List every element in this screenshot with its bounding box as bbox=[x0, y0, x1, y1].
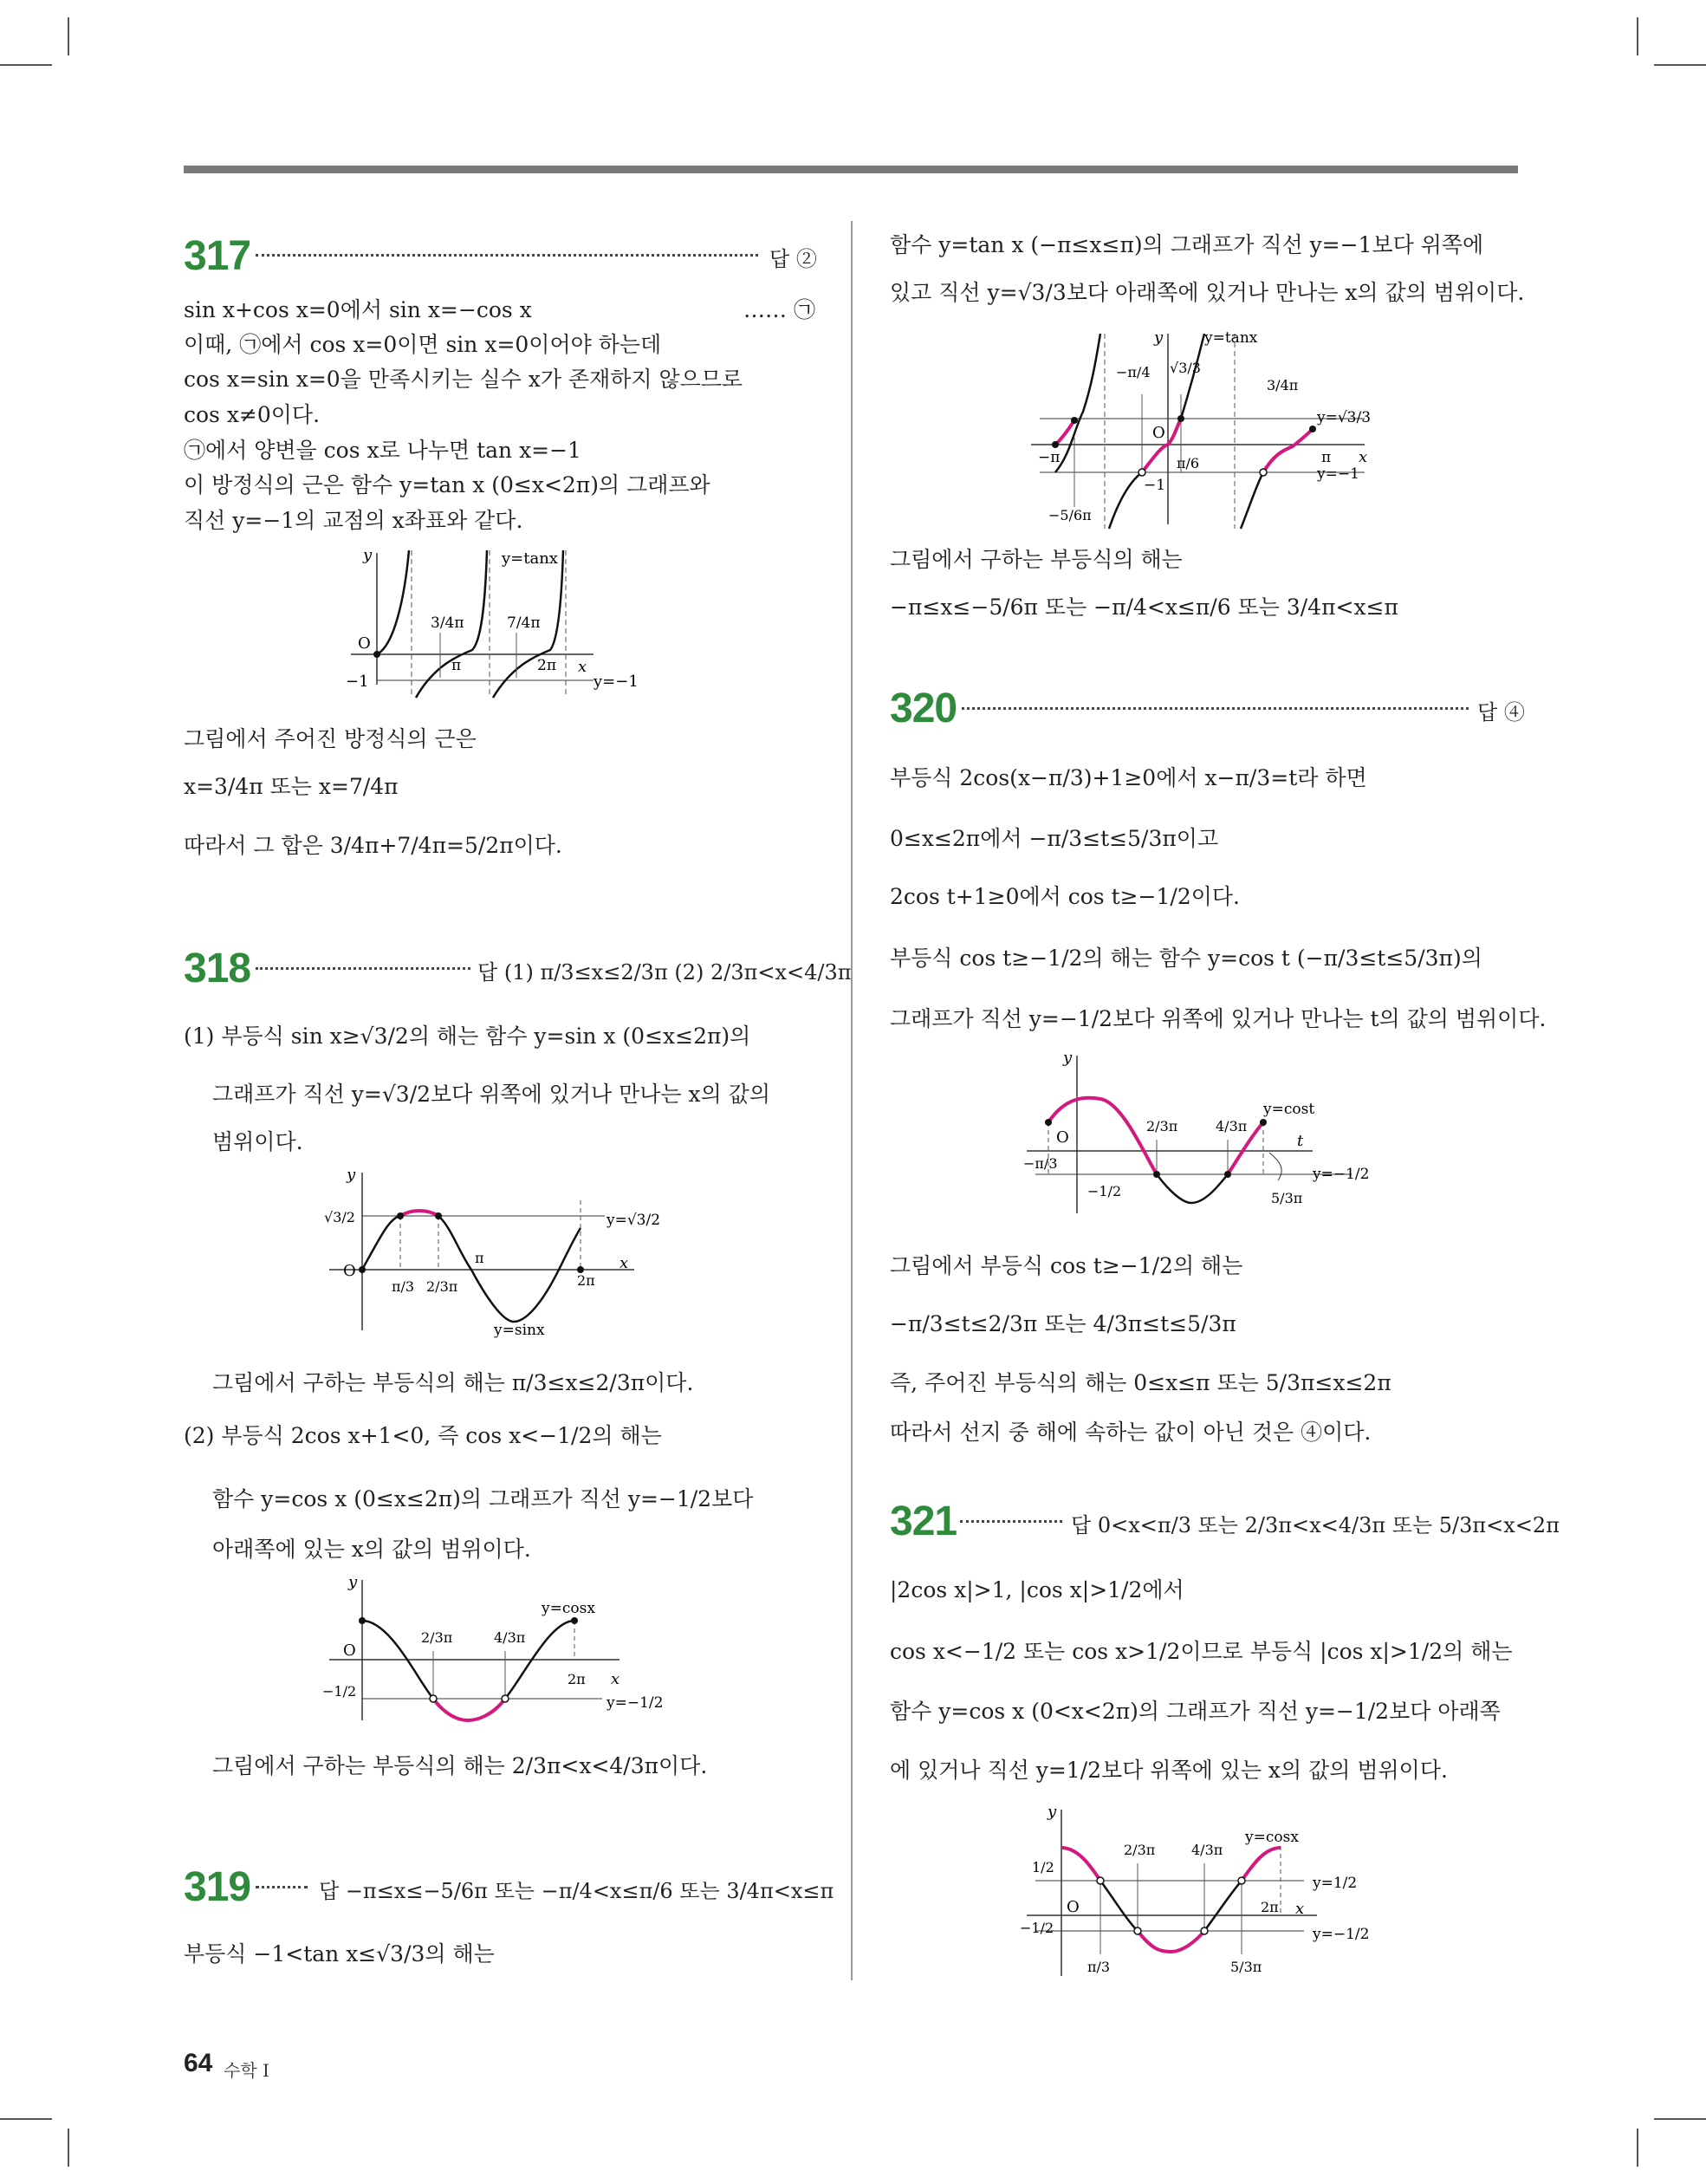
graph-321 bbox=[1018, 1803, 1391, 1985]
graph-318a-text: O bbox=[343, 1262, 356, 1280]
answer-317: 답 ② bbox=[769, 247, 817, 271]
text-line: sin x+cos x=0에서 sin x=−cos x bbox=[184, 297, 532, 322]
text-line: 함수 y=cos x (0<x<2π)의 그래프가 직선 y=−1/2보다 아래쪽 bbox=[890, 1699, 1501, 1724]
graph-318b-text: 4/3π bbox=[494, 1629, 526, 1646]
graph-319-text: y=tanx bbox=[1204, 329, 1258, 347]
answer-319: 답 −π≤x≤−5/6π 또는 −π/4<x≤π/6 또는 3/4π<x≤π bbox=[319, 1879, 834, 1903]
graph-318b-text: x bbox=[611, 1670, 620, 1688]
graph-317-text: y=−1 bbox=[594, 673, 639, 691]
text-line: 함수 y=cos x (0≤x≤2π)의 그래프가 직선 y=−1/2보다 bbox=[212, 1486, 754, 1511]
crop-mark bbox=[68, 2129, 69, 2167]
graph-321-text: π/3 bbox=[1087, 1959, 1111, 1975]
graph-320-text: y=cost bbox=[1263, 1101, 1315, 1118]
graph-321-text: 4/3π bbox=[1191, 1842, 1223, 1858]
graph-319-text: −π bbox=[1038, 449, 1061, 466]
text-line: 0≤x≤2π에서 −π/3≤t≤5/3π이고 bbox=[890, 826, 1219, 851]
graph-317-text: y=tanx bbox=[502, 549, 558, 568]
graph-321-text: 1/2 bbox=[1032, 1859, 1054, 1875]
graph-318b-text: y=cosx bbox=[542, 1600, 595, 1617]
text-line: −π≤x≤−5/6π 또는 −π/4<x≤π/6 또는 3/4π<x≤π bbox=[890, 595, 1398, 620]
graph-319-text: −1 bbox=[1144, 477, 1166, 494]
text-line: cos x<−1/2 또는 cos x>1/2이므로 부등식 |cos x|>1/2의 해는 bbox=[890, 1639, 1513, 1664]
text-line: 아래쪽에 있는 x의 값의 범위이다. bbox=[212, 1537, 531, 1562]
graph-317 bbox=[342, 546, 671, 702]
text-line: 그림에서 구하는 부등식의 해는 bbox=[890, 547, 1183, 572]
graph-320 bbox=[1018, 1049, 1391, 1226]
graph-318a-text: π/3 bbox=[392, 1278, 415, 1295]
graph-321-text: y=1/2 bbox=[1313, 1875, 1358, 1892]
graph-320-text: O bbox=[1056, 1128, 1069, 1147]
crop-mark bbox=[68, 17, 69, 55]
graph-317-text: y bbox=[363, 546, 373, 564]
text-line: cos x=sin x=0을 만족시키는 실수 x가 존재하지 않으므로 bbox=[184, 367, 743, 392]
graph-320-text: −1/2 bbox=[1087, 1183, 1122, 1199]
text-line: 함수 y=tan x (−π≤x≤π)의 그래프가 직선 y=−1보다 위쪽에 bbox=[890, 232, 1484, 257]
page-number: 64 bbox=[184, 2049, 213, 2077]
graph-319-text: y bbox=[1154, 328, 1164, 347]
text-line: 부등식 −1<tan x≤√3/3의 해는 bbox=[184, 1941, 495, 1966]
graph-317-text: 3/4π bbox=[431, 614, 464, 632]
graph-321-text: −1/2 bbox=[1020, 1920, 1054, 1936]
text-line: 부등식 cos t≥−1/2의 해는 함수 y=cos t (−π/3≤t≤5/3π)의 bbox=[890, 946, 1482, 971]
graph-319-text: π bbox=[1321, 449, 1332, 466]
graph-319-text: −π/4 bbox=[1116, 364, 1151, 380]
problem-number-320: 320 bbox=[890, 686, 957, 731]
graph-318a-text: 2/3π bbox=[426, 1278, 458, 1295]
problem-number-318: 318 bbox=[184, 946, 251, 991]
header-bar bbox=[184, 166, 1518, 173]
graph-318a-text: y=√3/2 bbox=[607, 1212, 661, 1229]
leader-dots bbox=[256, 967, 470, 970]
text-line: 부등식 2cos(x−π/3)+1≥0에서 x−π/3=t라 하면 bbox=[890, 765, 1367, 790]
graph-321-text: O bbox=[1067, 1898, 1080, 1916]
graph-319-text: −5/6π bbox=[1048, 507, 1092, 523]
leader-dots bbox=[256, 254, 758, 257]
graph-321-text: y=−1/2 bbox=[1313, 1926, 1370, 1943]
text-line: cos x≠0이다. bbox=[184, 402, 321, 427]
text-line: 즉, 주어진 부등식의 해는 0≤x≤π 또는 5/3π≤x≤2π bbox=[890, 1370, 1391, 1395]
ref-mark: …… ㉠ bbox=[743, 297, 815, 322]
text-line: 그림에서 부등식 cos t≥−1/2의 해는 bbox=[890, 1253, 1243, 1278]
graph-318a-text: √3/2 bbox=[324, 1209, 355, 1225]
graph-320-text: 2/3π bbox=[1146, 1118, 1178, 1134]
graph-318a bbox=[321, 1166, 684, 1339]
leader-dots bbox=[960, 1520, 1062, 1523]
graph-318b-text: y bbox=[348, 1573, 358, 1591]
graph-321-text: 2π bbox=[1261, 1899, 1279, 1915]
text-line: 2cos t+1≥0에서 cos t≥−1/2이다. bbox=[890, 884, 1240, 909]
graph-320-text: 4/3π bbox=[1216, 1118, 1248, 1134]
graph-318a-text: y bbox=[347, 1166, 356, 1184]
problem-number-319: 319 bbox=[184, 1864, 251, 1910]
graph-320-text: y bbox=[1063, 1049, 1073, 1067]
graph-317-text: x bbox=[578, 658, 587, 676]
graph-320-text: t bbox=[1297, 1132, 1304, 1150]
graph-319-text: √3/3 bbox=[1170, 360, 1201, 376]
graph-318b-text: 2π bbox=[568, 1671, 586, 1687]
text-line: |2cos x|>1, |cos x|>1/2에서 bbox=[890, 1577, 1184, 1602]
text-line: 이때, ㉠에서 cos x=0이면 sin x=0이어야 하는데 bbox=[184, 332, 662, 357]
graph-318b bbox=[321, 1573, 684, 1729]
graph-319-text: 3/4π bbox=[1267, 377, 1299, 393]
graph-321-text: 2/3π bbox=[1124, 1842, 1156, 1858]
crop-mark bbox=[0, 2118, 52, 2120]
graph-317-text: O bbox=[358, 634, 371, 653]
text-line: ㉠에서 양변을 cos x로 나누면 tan x=−1 bbox=[184, 438, 581, 463]
graph-319-text: y=−1 bbox=[1317, 465, 1359, 483]
subject-label: 수학 I bbox=[224, 2060, 269, 2081]
graph-320-text: y=−1/2 bbox=[1313, 1166, 1370, 1183]
graph-321-text: y bbox=[1048, 1803, 1057, 1821]
crop-mark bbox=[0, 64, 52, 66]
graph-318a-text: x bbox=[619, 1254, 629, 1272]
problem-number-317: 317 bbox=[184, 233, 251, 279]
graph-321-text: x bbox=[1295, 1900, 1305, 1918]
column-divider bbox=[851, 221, 853, 1980]
graph-317-text: −1 bbox=[346, 673, 369, 691]
answer-321: 답 0<x<π/3 또는 2/3π<x<4/3π 또는 5/3π<x<2π bbox=[1071, 1513, 1560, 1537]
text-line: x=3/4π 또는 x=7/4π bbox=[184, 774, 399, 799]
graph-318a-text: π bbox=[475, 1250, 484, 1266]
text-line: 그래프가 직선 y=−1/2보다 위쪽에 있거나 만나는 t의 값의 범위이다. bbox=[890, 1006, 1547, 1031]
graph-318b-text: 2/3π bbox=[421, 1629, 453, 1646]
text-line: (2) 부등식 2cos x+1<0, 즉 cos x<−1/2의 해는 bbox=[184, 1423, 662, 1448]
graph-320-text: 5/3π bbox=[1271, 1190, 1303, 1206]
graph-318a-text: y=sinx bbox=[494, 1322, 545, 1339]
text-line: 이 방정식의 근은 함수 y=tan x (0≤x<2π)의 그래프와 bbox=[184, 472, 710, 497]
text-line: 에 있거나 직선 y=1/2보다 위쪽에 있는 x의 값의 범위이다. bbox=[890, 1758, 1448, 1783]
graph-317-text: 2π bbox=[537, 657, 556, 674]
graph-318b-text: −1/2 bbox=[322, 1683, 357, 1700]
text-line: 따라서 그 합은 3/4π+7/4π=5/2π이다. bbox=[184, 833, 562, 858]
text-line: 그림에서 구하는 부등식의 해는 2/3π<x<4/3π이다. bbox=[212, 1753, 708, 1778]
graph-318b-text: O bbox=[343, 1641, 356, 1660]
text-line: 따라서 선지 중 해에 속하는 값이 아닌 것은 ④이다. bbox=[890, 1420, 1372, 1445]
crop-mark bbox=[1637, 2129, 1638, 2167]
text-line: 그림에서 구하는 부등식의 해는 π/3≤x≤2/3π이다. bbox=[212, 1370, 694, 1395]
text-line: 그림에서 주어진 방정식의 근은 bbox=[184, 726, 477, 751]
graph-319-text: π/6 bbox=[1177, 455, 1200, 471]
graph-319-text: y=√3/3 bbox=[1317, 409, 1372, 426]
crop-mark bbox=[1654, 2118, 1706, 2120]
text-line: 그래프가 직선 y=√3/2보다 위쪽에 있거나 만나는 x의 값의 bbox=[212, 1082, 770, 1107]
graph-319-text: O bbox=[1152, 424, 1165, 442]
graph-318b-text: y=−1/2 bbox=[607, 1694, 664, 1712]
graph-321-text: y=cosx bbox=[1245, 1829, 1299, 1846]
crop-mark bbox=[1654, 64, 1706, 66]
graph-317-text: 7/4π bbox=[507, 614, 541, 632]
leader-dots bbox=[256, 1886, 308, 1888]
answer-320: 답 ④ bbox=[1477, 700, 1525, 725]
graph-319-text: x bbox=[1359, 448, 1368, 466]
text-line: (1) 부등식 sin x≥√3/2의 해는 함수 y=sin x (0≤x≤2π)의 bbox=[184, 1024, 751, 1049]
text-line: −π/3≤t≤2/3π 또는 4/3π≤t≤5/3π bbox=[890, 1311, 1236, 1336]
crop-mark bbox=[1637, 17, 1638, 55]
text-line: 범위이다. bbox=[212, 1129, 303, 1154]
answer-318: 답 (1) π/3≤x≤2/3π (2) 2/3π<x<4/3π bbox=[477, 960, 852, 985]
graph-317-text: π bbox=[451, 657, 462, 674]
text-line: 있고 직선 y=√3/3보다 아래쪽에 있거나 만나는 x의 값의 범위이다. bbox=[890, 280, 1525, 305]
leader-dots bbox=[962, 707, 1469, 710]
graph-319 bbox=[1022, 325, 1404, 533]
graph-321-text: 5/3π bbox=[1230, 1959, 1262, 1975]
graph-318a-text: 2π bbox=[577, 1272, 595, 1289]
graph-320-text: −π/3 bbox=[1023, 1155, 1058, 1172]
problem-number-321: 321 bbox=[890, 1498, 957, 1544]
text-line: 직선 y=−1의 교점의 x좌표와 같다. bbox=[184, 508, 523, 533]
